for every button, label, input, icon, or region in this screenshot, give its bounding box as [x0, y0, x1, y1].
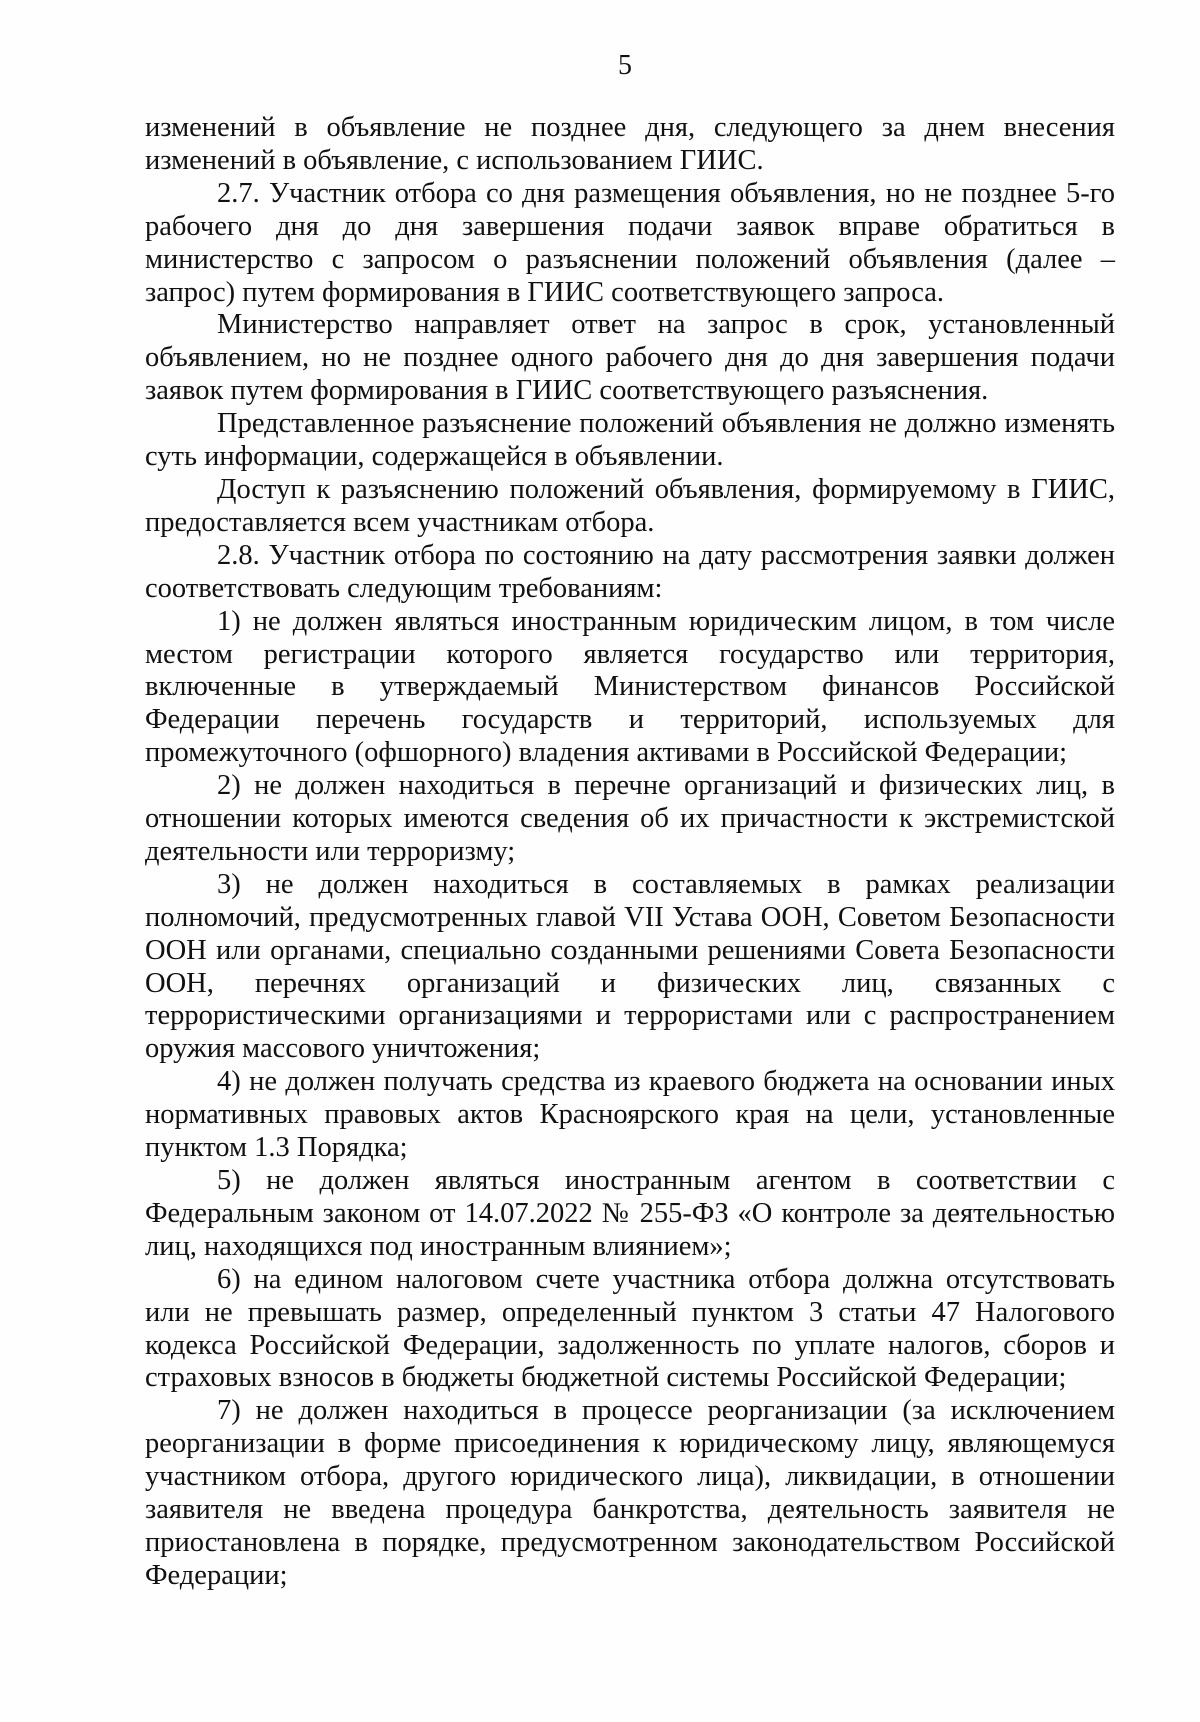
- paragraph-continuation: изменений в объявление не позднее дня, следующего за днем внесения изменений в объявление, с использованием ГИИС.: [145, 112, 1115, 176]
- paragraph-clarification-access: Доступ к разъяснению положений объявления, формируемому в ГИИС, предоставляется всем участникам отбора.: [145, 473, 1115, 538]
- list-item-7: 7) не должен находиться в процессе реорганизации (за исключением реорганизации в форме присоединения к юридическому лицу, являющемуся участником отбора, другого юридического лица), ликвидации, в отношении заявителя не введена процедура банкротства, деятельность заявителя не приостановлена в порядке, предусмотренном законодательством Российской Федерации;: [145, 1395, 1115, 1591]
- paragraph-2-8: 2.8. Участник отбора по состоянию на дату рассмотрения заявки должен соответствовать следующим требованиям:: [145, 539, 1115, 604]
- document-body: [145, 112, 1115, 1593]
- paragraph-ministry-response: Министерство направляет ответ на запрос в срок, установленный объявлением, но не позднее одного рабочего дня до дня завершения подачи заявок путем формирования в ГИИС соответствующего разъяснения.: [145, 309, 1115, 407]
- list-item-1: 1) не должен являться иностранным юридическим лицом, в том числе местом регистрации которого является государство или территория, включенные в утверждаемый Министерством финансов Российской Федерации перечень государств и территорий, используемых для промежуточного (офшорного) владения активами в Российской Федерации;: [145, 605, 1115, 769]
- list-item-3: 3) не должен находиться в составляемых в рамках реализации полномочий, предусмотренных главой VII Устава ООН, Советом Безопасности ООН или органами, специально созданными решениями Совета Безопасности ООН, перечнях организаций и физических лиц, связанных с террористическими организациями и террористами или с распространением оружия массового уничтожения;: [145, 868, 1115, 1065]
- paragraph-2-7: 2.7. Участник отбора со дня размещения объявления, но не позднее 5-го рабочего дня до дня завершения подачи заявок вправе обратиться в министерство с запросом о разъяснении положений объявления (далее – запрос) путем формирования в ГИИС соответствующего запроса.: [145, 177, 1115, 308]
- paragraph-clarification-content: Представленное разъяснение положений объявления не должно изменять суть информации, содержащейся в объявлении.: [145, 408, 1115, 473]
- page-number: 5: [618, 50, 632, 81]
- list-item-2: 2) не должен находиться в перечне организаций и физических лиц, в отношении которых имеются сведения об их причастности к экстремистской деятельности или терроризму;: [145, 770, 1115, 867]
- list-item-5: 5) не должен являться иностранным агентом в соответствии с Федеральным законом от 14.07.2022 № 255-ФЗ «О контроле за деятельностью лиц, находящихся под иностранным влиянием»;: [145, 1165, 1115, 1262]
- list-item-6: 6) на едином налоговом счете участника отбора должна отсутствовать или не превышать размер, определенный пунктом 3 статьи 47 Налогового кодекса Российской Федерации, задолженность по уплате налогов, сборов и страховых взносов в бюджеты бюджетной системы Российской Федерации;: [145, 1263, 1115, 1394]
- list-item-4: 4) не должен получать средства из краевого бюджета на основании иных нормативных правовых актов Красноярского края на цели, установленные пунктом 1.3 Порядка;: [145, 1066, 1115, 1164]
